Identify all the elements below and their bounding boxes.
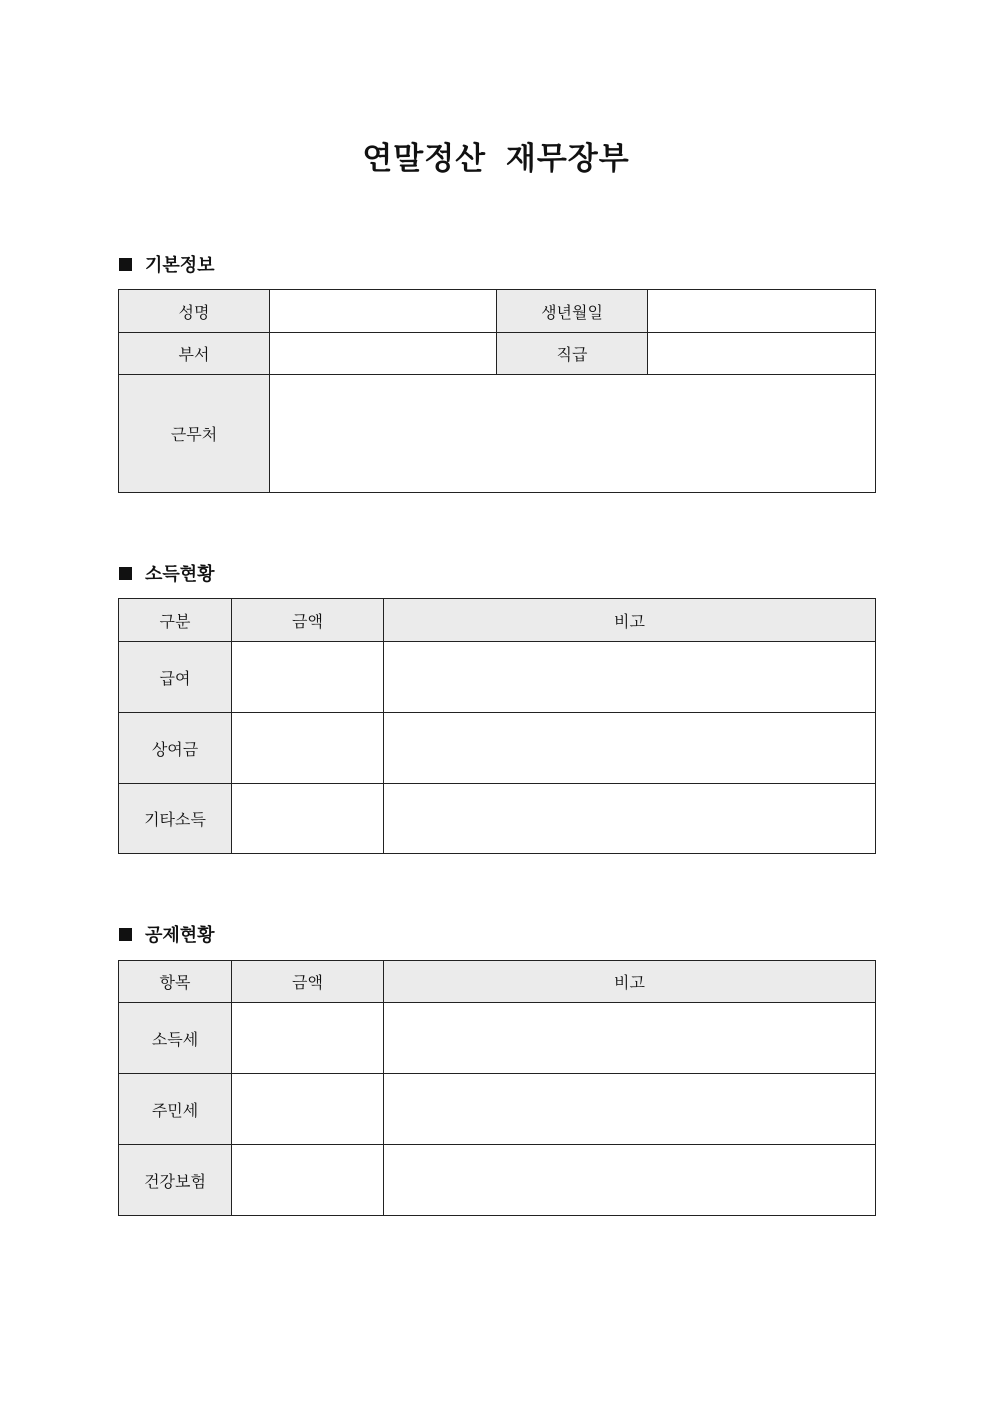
row-label-income-tax: 소득세 <box>119 1003 232 1074</box>
square-bullet-icon <box>119 258 132 271</box>
deduction-heading <box>119 922 215 946</box>
basic-info-table <box>118 289 876 493</box>
column-header: 금액 <box>232 599 384 642</box>
bonus-note-field[interactable] <box>384 713 876 784</box>
income-heading-text: 소득현황 <box>145 564 215 585</box>
salary-amount-field[interactable] <box>232 642 384 713</box>
position-label: 직급 <box>497 333 648 375</box>
name-field[interactable] <box>270 290 497 333</box>
table-row <box>119 784 876 854</box>
health-insurance-amount-field[interactable] <box>232 1145 384 1216</box>
table-row <box>119 290 876 333</box>
square-bullet-icon <box>119 928 132 941</box>
basic-info-heading-text: 기본정보 <box>145 255 215 276</box>
column-header: 항목 <box>119 961 232 1003</box>
row-label-other-income: 기타소득 <box>119 784 232 854</box>
table-row <box>119 375 876 493</box>
workplace-label: 근무처 <box>119 375 270 493</box>
column-header: 금액 <box>232 961 384 1003</box>
row-label-bonus: 상여금 <box>119 713 232 784</box>
deduction-heading-text: 공제현황 <box>145 925 215 946</box>
row-label-salary: 급여 <box>119 642 232 713</box>
table-row <box>119 1074 876 1145</box>
table-row <box>119 333 876 375</box>
table-row <box>119 713 876 784</box>
income-tax-amount-field[interactable] <box>232 1003 384 1074</box>
column-header: 구분 <box>119 599 232 642</box>
name-label: 성명 <box>119 290 270 333</box>
income-table <box>118 598 876 854</box>
table-row <box>119 1145 876 1216</box>
other-income-note-field[interactable] <box>384 784 876 854</box>
income-heading <box>119 561 215 585</box>
department-field[interactable] <box>270 333 497 375</box>
department-label: 부서 <box>119 333 270 375</box>
table-row <box>119 642 876 713</box>
table-header-row <box>119 599 876 642</box>
square-bullet-icon <box>119 567 132 580</box>
basic-info-heading <box>119 252 215 276</box>
deduction-table <box>118 960 876 1216</box>
birth-date-label: 생년월일 <box>497 290 648 333</box>
birth-date-field[interactable] <box>648 290 876 333</box>
income-tax-note-field[interactable] <box>384 1003 876 1074</box>
resident-tax-amount-field[interactable] <box>232 1074 384 1145</box>
bonus-amount-field[interactable] <box>232 713 384 784</box>
workplace-field[interactable] <box>270 375 876 493</box>
document-title: 연말정산 재무장부 <box>362 141 630 177</box>
column-header: 비고 <box>384 599 876 642</box>
salary-note-field[interactable] <box>384 642 876 713</box>
column-header: 비고 <box>384 961 876 1003</box>
other-income-amount-field[interactable] <box>232 784 384 854</box>
resident-tax-note-field[interactable] <box>384 1074 876 1145</box>
table-row <box>119 1003 876 1074</box>
position-field[interactable] <box>648 333 876 375</box>
row-label-resident-tax: 주민세 <box>119 1074 232 1145</box>
health-insurance-note-field[interactable] <box>384 1145 876 1216</box>
table-header-row <box>119 961 876 1003</box>
row-label-health-insurance: 건강보험 <box>119 1145 232 1216</box>
